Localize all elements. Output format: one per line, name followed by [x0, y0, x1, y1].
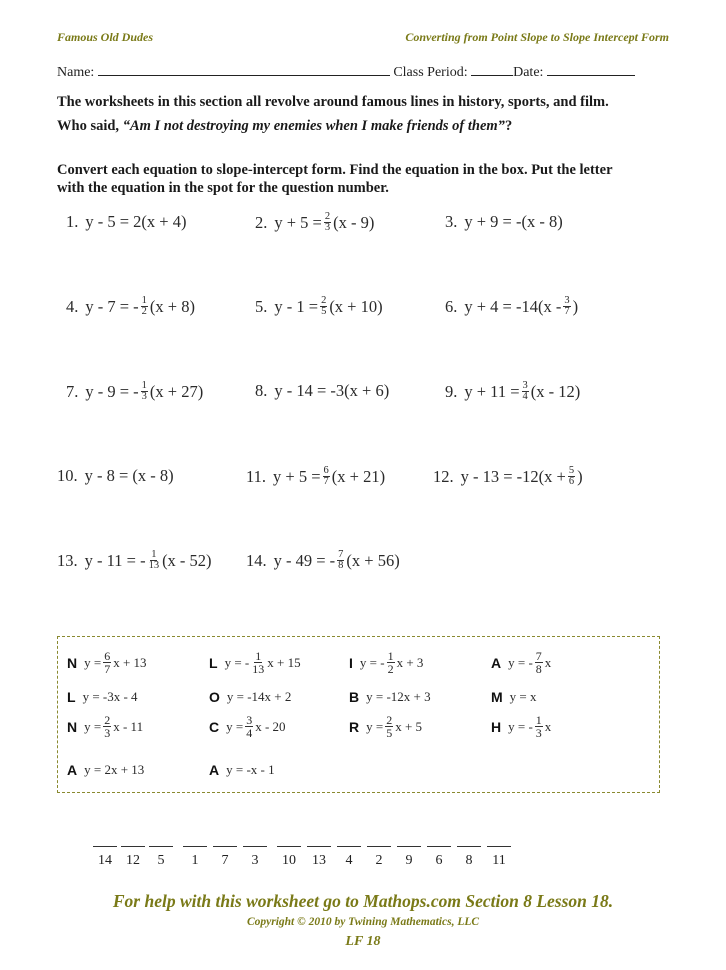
answer-letter: A [491, 654, 502, 671]
problem-number: 1. [66, 212, 79, 231]
answer-blank[interactable] [457, 846, 481, 847]
fraction-denominator: 2 [141, 306, 147, 317]
answer-text-tail: x [544, 654, 552, 670]
equation-text-tail: (x + 56) [346, 550, 400, 570]
instructions-line-2: with the equation in the spot for the question number. [57, 180, 389, 196]
fraction-denominator: 8 [338, 560, 344, 571]
fraction-numerator: 6 [104, 649, 111, 663]
problem-12 [433, 466, 583, 487]
answer-text-tail: x + 15 [267, 654, 301, 670]
problem-7 [66, 381, 203, 402]
intro-question-prefix: Who said, [57, 118, 123, 134]
fraction-numerator: 5 [568, 465, 575, 476]
answer-letter: L [67, 689, 76, 705]
fraction-denominator: 7 [564, 306, 570, 317]
fraction-denominator: 13 [252, 662, 265, 676]
fraction-denominator: 13 [148, 560, 160, 571]
problem-number: 2. [255, 212, 268, 232]
answer-3 [349, 650, 423, 675]
fraction-denominator: 5 [321, 306, 327, 317]
header-left: Famous Old Dudes [57, 30, 154, 44]
fraction-numerator: 1 [535, 713, 542, 727]
answer-text: y = - [359, 654, 385, 670]
answer-text-tail: x [544, 718, 552, 734]
equation-text-tail: (x - 12) [530, 381, 581, 401]
copyright-text: Copyright © 2010 by Twining Mathematics, LLC [246, 916, 480, 928]
equation-text-tail: ) [572, 296, 579, 316]
problem-5 [255, 296, 383, 317]
fraction [385, 714, 393, 739]
fraction-denominator: 3 [535, 726, 542, 740]
equation-text-tail: (x - 9) [333, 212, 375, 232]
help-text: For help with this worksheet go to Mathops.com Section 8 Lesson 18. [112, 891, 614, 911]
answer-6 [209, 689, 291, 705]
answer-1 [67, 650, 147, 675]
problem-4 [66, 296, 195, 317]
fraction [103, 650, 111, 675]
equation-text: y + 4 = -14(x - [464, 296, 562, 316]
answer-blank[interactable] [307, 846, 331, 847]
fraction [245, 714, 253, 739]
fraction-numerator: 1 [387, 649, 394, 663]
equation-text: y + 5 = [274, 212, 322, 232]
answer-text: y = 2x + 13 [84, 762, 145, 777]
answer-letter: C [209, 718, 220, 735]
problem-number: 8. [255, 381, 268, 400]
problem-number: 11. [246, 466, 267, 486]
fraction-denominator: 7 [104, 662, 111, 676]
code-number: 8 [465, 853, 473, 868]
problem-10 [57, 466, 174, 486]
date-field[interactable] [547, 63, 635, 76]
code-number: 14 [98, 853, 112, 868]
problem-number: 13. [57, 550, 78, 570]
answer-letter: N [67, 718, 78, 735]
equation-text-tail: (x + 10) [329, 296, 383, 316]
answer-text: y = -3x - 4 [82, 689, 138, 704]
fraction [320, 296, 327, 317]
problem-number: 4. [66, 296, 79, 316]
equation-text: y - 5 = 2(x + 4) [85, 212, 187, 231]
answer-blank[interactable] [149, 846, 173, 847]
equation-text-tail: (x + 8) [149, 296, 195, 316]
answer-8 [491, 689, 537, 705]
equation-text: y - 14 = -3(x + 6) [274, 381, 390, 400]
code-number: 6 [435, 853, 443, 868]
fraction-numerator: 2 [386, 713, 393, 727]
fraction [103, 714, 111, 739]
problem-number: 14. [246, 550, 267, 570]
fraction-denominator: 3 [104, 726, 111, 740]
fraction-numerator: 2 [321, 295, 327, 306]
problem-14 [246, 550, 400, 571]
answer-12 [491, 714, 551, 739]
equation-text-tail: (x + 21) [331, 466, 386, 486]
name-field[interactable] [98, 63, 390, 76]
class-period-field[interactable] [471, 63, 513, 76]
answer-blank[interactable] [213, 846, 237, 847]
fraction-numerator: 7 [338, 549, 344, 560]
fraction [563, 296, 570, 317]
answer-13 [67, 762, 144, 778]
problem-number: 3. [445, 212, 458, 231]
code-number: 9 [405, 853, 413, 868]
answer-text: y = - [508, 718, 533, 734]
fraction-numerator: 1 [141, 380, 147, 391]
code-number: 3 [251, 853, 259, 868]
fraction-numerator: 1 [141, 295, 147, 306]
answer-text: y = x [509, 689, 537, 704]
answer-9 [67, 714, 143, 739]
answer-letter: I [349, 654, 353, 671]
intro-question-suffix: ? [504, 118, 513, 134]
answer-5 [67, 689, 138, 705]
fraction [387, 650, 395, 675]
answer-blank[interactable] [183, 846, 207, 847]
answer-text: y = - [224, 654, 250, 670]
problem-11 [246, 466, 385, 487]
fraction [141, 296, 148, 317]
fraction-numerator: 1 [151, 549, 157, 560]
problem-13 [57, 550, 212, 571]
answer-letter: A [209, 762, 220, 778]
problem-number: 7. [66, 381, 79, 401]
fraction-numerator: 2 [104, 713, 111, 727]
answer-text: y = [226, 718, 244, 734]
fraction [535, 650, 543, 675]
name-row [57, 63, 635, 81]
answer-blank[interactable] [277, 846, 301, 847]
answer-text: y = - [508, 654, 533, 670]
fraction-denominator: 7 [323, 476, 329, 487]
equation-text: y + 5 = [273, 466, 321, 486]
answer-7 [349, 689, 431, 705]
answer-4 [491, 650, 551, 675]
answer-letter: A [67, 762, 78, 778]
fraction [251, 650, 265, 675]
problem-number: 5. [255, 296, 268, 316]
fraction [323, 466, 330, 487]
equation-text: y - 49 = - [273, 550, 336, 570]
fraction [141, 381, 148, 402]
worksheet-code: LF 18 [345, 934, 381, 949]
answer-text: y = -12x + 3 [366, 689, 431, 704]
answer-blank[interactable] [487, 846, 511, 847]
answer-blank[interactable] [121, 846, 145, 847]
class-period-label: Class Period: [393, 65, 468, 80]
answer-text-tail: x + 3 [396, 654, 424, 670]
problem-number: 12. [433, 466, 454, 486]
equation-text-tail: ) [577, 466, 583, 486]
problem-1 [66, 212, 186, 232]
fraction [148, 550, 161, 571]
equation-text: y - 1 = [274, 296, 319, 316]
answer-text: y = [84, 718, 102, 734]
equation-text: y - 8 = (x - 8) [84, 466, 174, 485]
code-number: 2 [375, 853, 383, 868]
name-label: Name: [57, 65, 95, 80]
fraction-numerator: 6 [323, 465, 329, 476]
code-number: 5 [157, 853, 165, 868]
answer-letter: R [349, 718, 360, 735]
equation-text: y - 7 = - [85, 296, 139, 316]
code-number: 4 [345, 853, 353, 868]
fraction-numerator: 7 [535, 649, 542, 663]
answer-blank[interactable] [243, 846, 267, 847]
header-right: Converting from Point Slope to Slope Intercept Form [405, 30, 669, 44]
problem-6 [445, 296, 578, 317]
problem-number: 9. [445, 381, 458, 401]
fraction-numerator: 3 [564, 295, 570, 306]
problem-number: 6. [445, 296, 458, 316]
fraction-denominator: 3 [324, 222, 331, 233]
answer-letter: B [349, 689, 360, 705]
problem-number: 10. [57, 466, 78, 485]
answer-letter: L [209, 654, 218, 671]
problem-8 [255, 381, 389, 401]
answer-letter: N [67, 654, 78, 671]
answer-11 [349, 714, 422, 739]
problem-3 [445, 212, 563, 232]
problem-9 [445, 381, 580, 402]
code-number: 7 [221, 853, 229, 868]
answer-text-tail: x + 5 [395, 718, 423, 734]
fraction-denominator: 8 [535, 662, 542, 676]
fraction-denominator: 6 [568, 476, 575, 487]
equation-text-tail: (x - 52) [162, 550, 212, 570]
code-number: 11 [492, 853, 506, 868]
answer-text: y = [366, 718, 384, 734]
answer-blank[interactable] [427, 846, 451, 847]
answer-text-tail: x - 11 [113, 718, 144, 734]
answer-text: y = -x - 1 [226, 762, 275, 777]
fraction [337, 550, 344, 571]
equation-text: y + 11 = [464, 381, 520, 401]
answer-blank[interactable] [367, 846, 391, 847]
famous-quote: “Am I not destroying my enemies when I make friends of them” [122, 118, 505, 134]
code-number: 1 [191, 853, 199, 868]
equation-text: y - 13 = -12(x + [460, 466, 566, 486]
answer-text: y = -14x + 2 [226, 689, 292, 704]
fraction-denominator: 5 [386, 726, 393, 740]
fraction-denominator: 4 [522, 391, 528, 402]
answer-14 [209, 762, 275, 778]
equation-text: y - 11 = - [84, 550, 146, 570]
fraction [568, 466, 575, 487]
fraction [535, 714, 543, 739]
fraction-numerator: 3 [246, 713, 253, 727]
fraction [522, 381, 529, 402]
fraction-denominator: 4 [246, 726, 253, 740]
fraction-denominator: 3 [141, 391, 147, 402]
date-label: Date: [513, 65, 544, 80]
equation-text: y + 9 = -(x - 8) [464, 212, 563, 231]
code-number: 13 [312, 853, 326, 868]
answer-text: y = [84, 654, 102, 670]
fraction-numerator: 1 [255, 649, 262, 663]
answer-2 [209, 650, 301, 675]
fraction-numerator: 3 [522, 380, 528, 391]
answer-blank[interactable] [93, 846, 117, 847]
answer-text-tail: x - 20 [255, 718, 286, 734]
fraction [324, 212, 331, 233]
intro-line-2 [57, 118, 512, 135]
answer-10 [209, 714, 286, 739]
answer-text-tail: x + 13 [113, 654, 147, 670]
answer-blank[interactable] [337, 846, 361, 847]
instructions-line-1: Convert each equation to slope-intercept form. Find the equation in the box. Put the letter [57, 162, 613, 178]
answer-letter: O [209, 689, 220, 705]
code-number: 10 [282, 853, 296, 868]
fraction-denominator: 2 [387, 662, 394, 676]
intro-line-1: The worksheets in this section all revolve around famous lines in history, sports, and film. [57, 94, 609, 110]
equation-text: y - 9 = - [85, 381, 139, 401]
answer-blank[interactable] [397, 846, 421, 847]
problem-2 [255, 212, 374, 233]
equation-text-tail: (x + 27) [149, 381, 204, 401]
fraction-numerator: 2 [324, 211, 331, 222]
code-number: 12 [126, 853, 140, 868]
answer-letter: M [491, 689, 503, 705]
answer-letter: H [491, 718, 502, 735]
